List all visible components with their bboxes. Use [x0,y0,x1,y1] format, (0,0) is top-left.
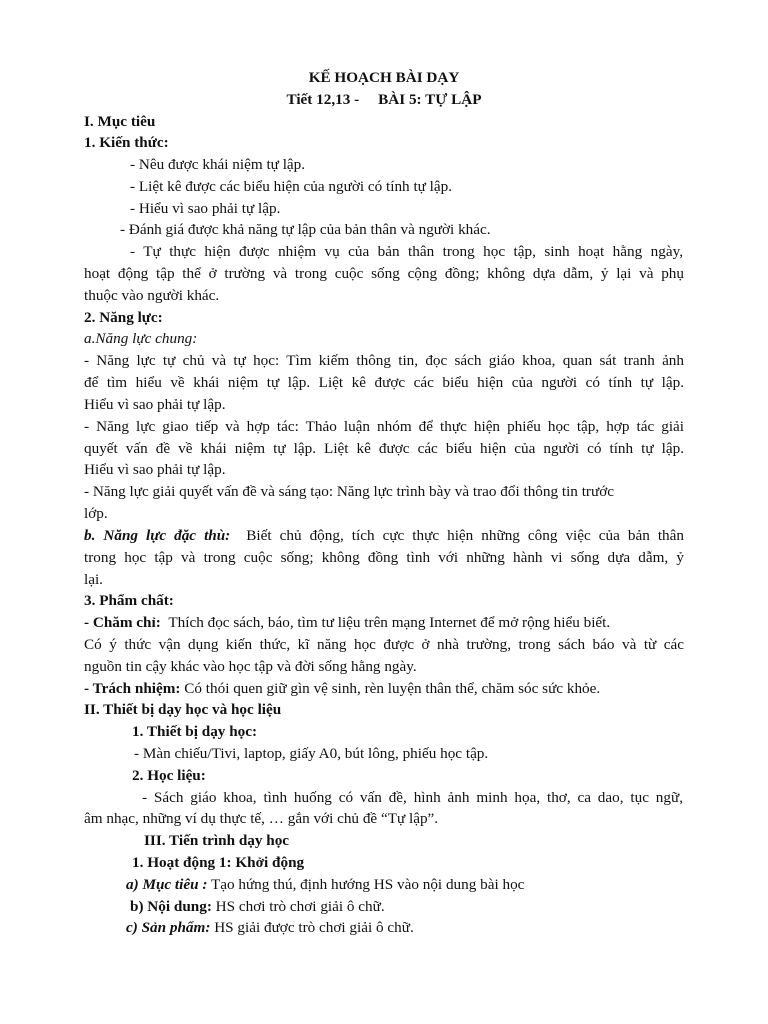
product-text: HS giải được trò chơi giải ô chữ. [214,919,414,936]
diligence-line [84,613,684,633]
competence-line: - Năng lực tự chủ và tự học: Tìm kiếm thông tin, đọc sách giáo khoa, quan sát tranh ảnh [84,352,684,369]
competence-line: lớp. [84,505,108,522]
knowledge-item: - Nêu được khái niệm tự lập. [130,156,306,173]
competence-line: để tìm hiểu về khái niệm tự lập. Liệt kê được các biểu hiện của người có tính tự lập. [84,374,684,391]
goal-text: Tạo hứng thú, định hướng HS vào nội dung bài học [210,876,525,893]
competence-line: lại. [84,571,103,588]
knowledge-item-line: - Tự thực hiện được nhiệm vụ của bản thân trong học tập, sinh hoạt hằng ngày, [130,243,683,260]
knowledge-item: - Liệt kê được các biểu hiện của người có tính tự lập. [130,178,453,195]
quality-line: Có ý thức vận dụng kiến thức, kĩ năng học được ở nhà trường, trong sách báo và từ các [84,636,684,653]
section-heading-equipment: II. Thiết bị dạy học và học liệu [84,701,282,718]
section-heading-objectives: I. Mục tiêu [84,113,156,130]
specific-competence-line [84,526,684,546]
equipment-text: - Màn chiếu/Tivi, laptop, giấy A0, bút lông, phiếu học tập. [134,745,489,762]
lesson-subtitle [84,90,684,110]
knowledge-item-line: thuộc vào người khác. [84,287,220,304]
subheading-knowledge: 1. Kiến thức: [84,134,169,151]
diligence-text: Thích đọc sách, báo, tìm tư liệu trên mạng Internet để mở rộng hiểu biết. [168,614,611,631]
knowledge-item: - Hiểu vì sao phải tự lập. [130,200,281,217]
specific-competence-text: Biết chủ động, tích cực thực hiện những công việc của bản thân [246,527,684,544]
knowledge-item-line: hoạt động tập thể ở trường và trong cuộc sống cộng đồng; không dựa dẫm, ỷ lại và phụ [84,265,684,282]
lesson-number: Tiết 12,13 - [286,91,360,108]
section-heading-process: III. Tiến trình dạy học [144,832,290,849]
general-competence-label: a.Năng lực chung: [84,330,198,347]
responsibility-text: Có thói quen giữ gìn vệ sinh, rèn luyện thân thể, chăm sóc sức khỏe. [184,680,601,697]
competence-line: quyết vấn đề về khái niệm tự lập. Liệt kê được các biểu hiện của người có tính tự lập. [84,440,684,457]
responsibility-line [84,679,684,699]
subheading-teaching-equipment: 1. Thiết bị dạy học: [132,723,258,740]
knowledge-item: - Đánh giá được khả năng tự lập của bản thân và người khác. [120,221,491,238]
materials-line: - Sách giáo khoa, tình huống có vấn đề, hình ảnh minh họa, thơ, ca dao, tục ngữ, [142,789,683,806]
materials-line: âm nhạc, những ví dụ thực tế, … gắn với chủ đề “Tự lập”. [84,810,439,827]
specific-competence-label: b. Năng lực đặc thù: [84,527,231,544]
goal-label: a) Mục tiêu : [126,876,208,893]
content-text: HS chơi trò chơi giải ô chữ. [215,898,385,915]
diligence-label: - Chăm chỉ: [84,614,161,631]
responsibility-label: - Trách nhiệm: [84,680,181,697]
competence-line: Hiểu vì sao phải tự lập. [84,461,226,478]
content-line [130,897,730,917]
lesson-topic: BÀI 5: TỰ LẬP [378,91,482,108]
quality-line: nguồn tin cậy khác vào học tập và đời sống hằng ngày. [84,658,417,675]
activity-heading: 1. Hoạt động 1: Khởi động [132,854,305,871]
product-line [126,918,726,938]
content-label: b) Nội dung: [130,898,212,915]
subheading-competence: 2. Năng lực: [84,309,163,326]
subheading-materials: 2. Học liệu: [132,767,206,784]
competence-line: trong học tập và trong cuộc sống; không đồng tình với những hành vi sống dựa dẫm, ỷ [84,549,684,566]
competence-line: - Năng lực giải quyết vấn đề và sáng tạo: Năng lực trình bày và trao đổi thông tin trước [84,483,614,500]
document-title: KẾ HOẠCH BÀI DẠY [308,69,460,86]
subheading-qualities: 3. Phẩm chất: [84,592,174,609]
competence-line: Hiểu vì sao phải tự lập. [84,396,226,413]
competence-line: - Năng lực giao tiếp và hợp tác: Thảo luận nhóm để thực hiện phiếu học tập, hợp tác giải [84,418,684,435]
product-label: c) Sản phẩm: [126,919,211,936]
goal-line [126,875,726,895]
